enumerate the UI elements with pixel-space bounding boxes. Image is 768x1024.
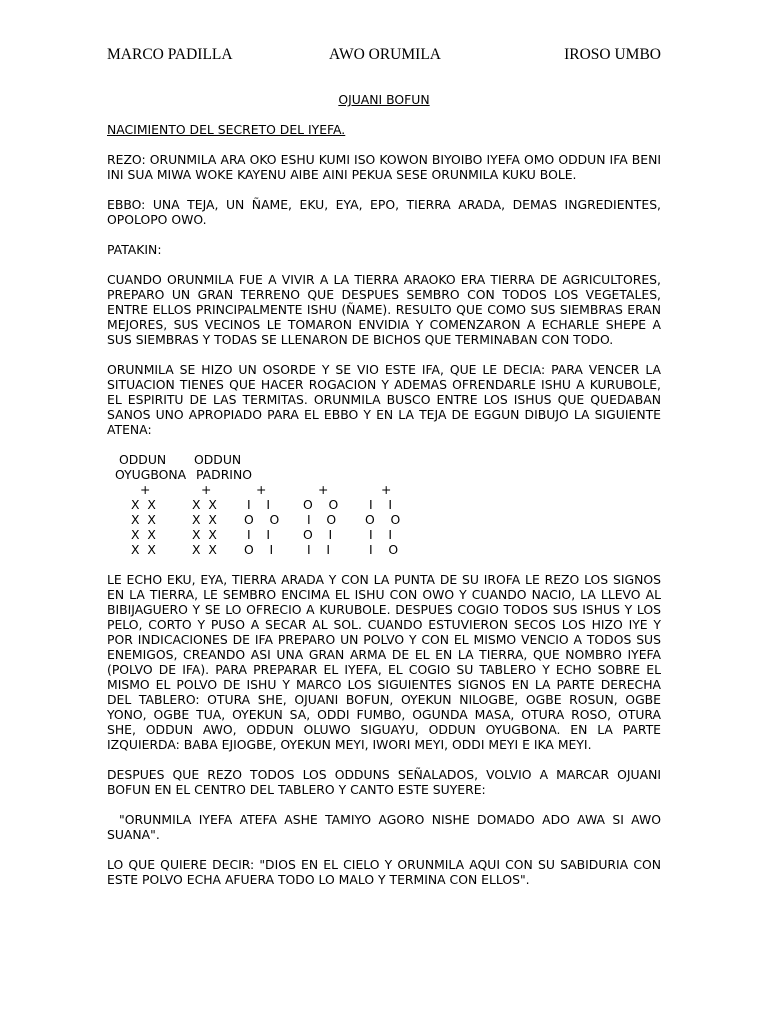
diagram-mark: X X	[192, 512, 217, 527]
patakin-label: PATAKIN:	[107, 242, 162, 257]
diagram-mark: I O	[369, 542, 399, 557]
suyere-quote: "ORUNMILA IYEFA ATEFA ASHE TAMIYO AGORO NISHE DOMADO ADO AWA SI AWO SUANA".	[107, 812, 661, 842]
diagram-mark: O O	[365, 512, 401, 527]
diagram-label-padrino-1: ODDUN	[194, 452, 242, 467]
header-center: AWO ORUMILA	[329, 46, 441, 63]
story-paragraph-meaning: LO QUE QUIERE DECIR: "DIOS EN EL CIELO Y ORUNMILA AQUI CON SU SABIDURIA CON ESTE POLVO ECHA AFUERA TODO LO MALO Y TERMINA CON ELLOS".	[107, 857, 661, 887]
page-header	[107, 46, 661, 66]
diagram-plus: +	[140, 482, 151, 497]
story-paragraph-4: DESPUES QUE REZO TODOS LOS ODDUNS SEÑALADOS, VOLVIO A MARCAR OJUANI BOFUN EN EL CENTRO DEL TABLERO Y CANTO ESTE SUYERE:	[107, 767, 661, 797]
diagram-mark: X X	[131, 497, 156, 512]
diagram-mark: I I	[247, 497, 271, 512]
diagram-mark: I I	[369, 527, 393, 542]
header-sign: IROSO UMBO	[564, 46, 661, 63]
diagram-label-oyugbona-1: ODDUN	[119, 452, 167, 467]
rezo-paragraph: REZO: ORUNMILA ARA OKO ESHU KUMI ISO KOWON BIYOIBO IYEFA OMO ODDUN IFA BENI INI SUA MIWA WOKE KAYENU AIBE AINI PEKUA SESE ORUNMILA KUKU BOLE.	[107, 152, 661, 182]
diagram-mark: I I	[369, 497, 393, 512]
diagram-mark: O I	[303, 527, 333, 542]
section-heading: NACIMIENTO DEL SECRETO DEL IYEFA.	[107, 122, 346, 137]
odu-diagram	[107, 452, 661, 557]
diagram-label-padrino-2: PADRINO	[196, 467, 252, 482]
diagram-mark: I I	[307, 542, 331, 557]
diagram-mark: X X	[192, 542, 217, 557]
document-title: OJUANI BOFUN	[338, 92, 430, 107]
story-paragraph-3: LE ECHO EKU, EYA, TIERRA ARADA Y CON LA PUNTA DE SU IROFA LE REZO LOS SIGNOS EN LA TIERRA, LE SEMBRO ENCIMA EL ISHU CON OWO Y CUANDO NACIO, LA LLEVO AL BIBIJAGUERO Y SE LO OFRECIO A KURUBOLE. DESPUES COGIO TODOS SUS ISHUS Y LOS PELO, CORTO Y PUSO A SECAR AL SOL. CUANDO ESTUVIERON SECOS LOS HIZO IYE Y POR INDICACIONES DE IFA PREPARO UN POLVO Y CON EL MISMO VENCIO A TODOS SUS ENEMIGOS, CREANDO ASI UNA GRAN ARMA DE EL EN LA TIERRA, QUE NOMBRO IYEFA (POLVO DE IFA). PARA PREPARAR EL IYEFA, EL COGIO SU TABLERO Y ECHO SOBRE EL MISMO EL POLVO DE ISHU Y MARCO LOS SIGUIENTES SIGNOS EN LA PARTE DERECHA DEL TABLERO: OTURA SHE, OJUANI BOFUN, OYEKUN NILOGBE, OGBE ROSUN, OGBE YONO, OGBE TUA, OYEKUN SA, ODDI FUMBO, OGUNDA MASA, OTURA ROSO, OTURA SHE, ODDUN AWO, ODDUN OLUWO SIGUAYU, ODDUN OYUGBONA. EN LA PARTE IZQUIERDA: BABA EJIOGBE, OYEKUN MEYI, IWORI MEYI, ODDI MEYI E IKA MEYI.	[107, 572, 661, 752]
diagram-plus: +	[201, 482, 212, 497]
diagram-mark: I I	[247, 527, 271, 542]
diagram-mark: O O	[303, 497, 339, 512]
diagram-mark: X X	[131, 527, 156, 542]
document-body	[107, 92, 661, 887]
diagram-plus: +	[256, 482, 267, 497]
ebbo-paragraph: EBBO: UNA TEJA, UN ÑAME, EKU, EYA, EPO, TIERRA ARADA, DEMAS INGREDIENTES, OPOLOPO OWO.	[107, 197, 661, 227]
diagram-mark: X X	[131, 542, 156, 557]
diagram-mark: I O	[307, 512, 337, 527]
diagram-mark: X X	[131, 512, 156, 527]
diagram-mark: O I	[244, 542, 274, 557]
diagram-mark: X X	[192, 497, 217, 512]
diagram-mark: O O	[244, 512, 280, 527]
story-paragraph-1: CUANDO ORUNMILA FUE A VIVIR A LA TIERRA ARAOKO ERA TIERRA DE AGRICULTORES, PREPARO UN GRAN TERRENO QUE DESPUES SEMBRO CON TODOS LOS VEGETALES, ENTRE ELLOS PRINCIPALMENTE ISHU (ÑAME). RESULTO QUE COMO SUS SIEMBRAS ERAN MEJORES, SUS VECINOS LE TOMARON ENVIDIA Y COMENZARON A ECHARLE SHEPE A SUS SIEMBRAS Y TODAS SE LLENARON DE BICHOS QUE TERMINABAN CON TODO.	[107, 272, 661, 347]
header-author: MARCO PADILLA	[107, 46, 233, 63]
diagram-plus: +	[318, 482, 329, 497]
diagram-label-oyugbona-2: OYUGBONA	[115, 467, 187, 482]
diagram-plus: +	[381, 482, 392, 497]
diagram-mark: X X	[192, 527, 217, 542]
story-paragraph-2: ORUNMILA SE HIZO UN OSORDE Y SE VIO ESTE IFA, QUE LE DECIA: PARA VENCER LA SITUACION TIENES QUE HACER ROGACION Y ADEMAS OFRENDARLE ISHU A KURUBOLE, EL ESPIRITU DE LAS TERMITAS. ORUNMILA BUSCO ENTRE LOS ISHUS QUE QUEDABAN SANOS UNO APROPIADO PARA EL EBBO Y EN LA TEJA DE EGGUN DIBUJO LA SIGUIENTE ATENA:	[107, 362, 661, 437]
